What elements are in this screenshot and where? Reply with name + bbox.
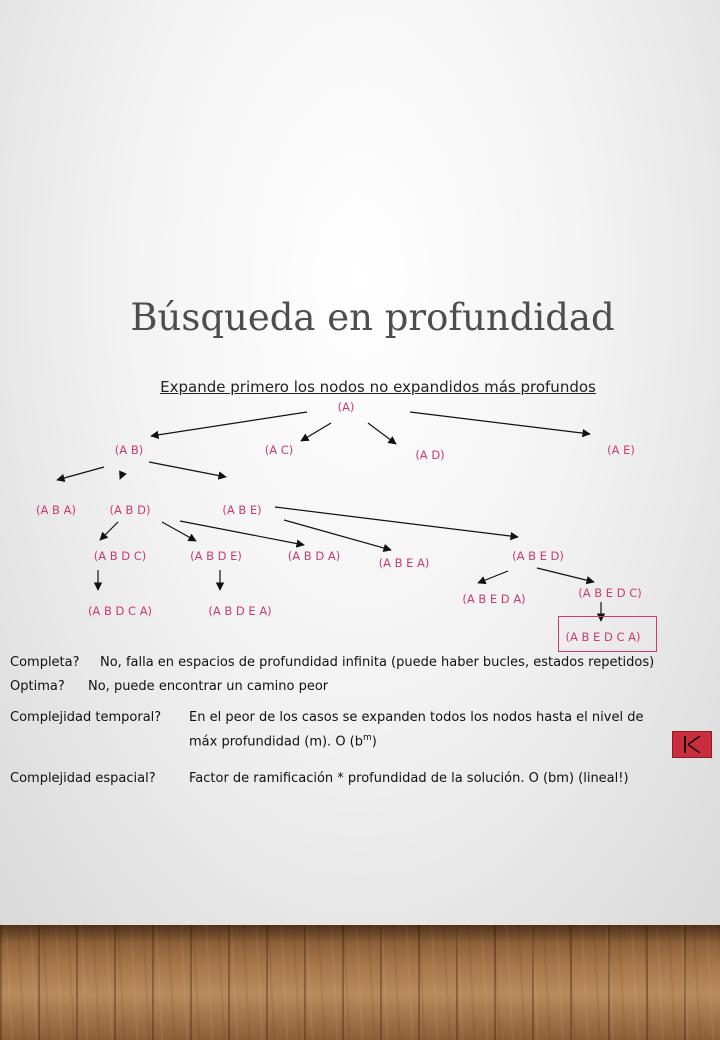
edge-a-ae — [410, 412, 590, 434]
edge-abed-abedc — [537, 568, 594, 582]
space-complexity-label: Complejidad espacial? — [10, 771, 156, 786]
time-complexity-line1: En el peor de los casos se expanden todos los nodos hasta el nivel de — [189, 710, 644, 725]
tree-node: (A B A) — [36, 503, 76, 517]
optimality-label: Optima? — [10, 679, 65, 694]
slide-subtitle: Expande primero los nodos no expandidos más profundos — [160, 378, 596, 396]
tree-node: (A B D A) — [287, 549, 341, 563]
edge-abd-abde — [162, 522, 196, 541]
edge-a-ab — [151, 412, 307, 436]
time-complexity-label: Complejidad temporal? — [10, 710, 162, 725]
tree-node: (A D) — [415, 448, 445, 462]
tree-node: (A B D C A) — [87, 604, 153, 618]
skip-to-first-bar — [684, 736, 686, 753]
edge-abd-abda — [180, 521, 304, 545]
optimality-text: No, puede encontrar un camino peor — [88, 679, 329, 694]
edge-abd-abdc — [100, 522, 118, 540]
tree-node: (A B) — [114, 443, 144, 457]
tree-node: (A B E A) — [378, 556, 430, 570]
edge-abe-abed — [275, 507, 518, 537]
edge-a-ad — [368, 423, 396, 444]
first-slide-button[interactable] — [672, 731, 712, 758]
edge-abed-abeda — [478, 571, 508, 583]
tree-node: (A B E) — [222, 503, 262, 517]
space-complexity-text: Factor de ramificación * profundidad de la solución. O (bm) (lineal!) — [189, 771, 629, 786]
completeness-label: Completa? — [10, 655, 80, 670]
tree-node: (A B E D) — [512, 549, 564, 563]
time-complexity-line2 — [189, 728, 377, 752]
tree-node: (A B D C) — [93, 549, 147, 563]
edge-ab-abe — [149, 462, 226, 477]
slide-title: Búsqueda en profundidad — [130, 296, 615, 339]
edge-a-ac — [301, 423, 331, 441]
tree-node-goal: (A B E D C A) — [565, 630, 641, 644]
skip-to-first-icon — [687, 736, 701, 753]
edge-ab-aba — [57, 467, 104, 480]
tree-node: (A C) — [264, 443, 294, 457]
tree-node: (A) — [337, 400, 355, 414]
tree-node: (A B E D A) — [462, 592, 526, 606]
time-complexity-suffix: ) — [371, 734, 377, 750]
tree-node: (A B E D C) — [578, 586, 642, 600]
tree-node: (A B D E) — [190, 549, 242, 563]
tree-node: (A B D E A) — [208, 604, 272, 618]
tree-node: (A E) — [607, 443, 635, 457]
time-complexity-prefix: máx profundidad (m). O (b — [189, 734, 364, 750]
tree-node: (A B D) — [109, 503, 151, 517]
edge-abe-abea — [284, 520, 391, 550]
edge-ab-abd — [120, 472, 123, 479]
completeness-text: No, falla en espacios de profundidad infinita (puede haber bucles, estados repetidos) — [100, 655, 655, 670]
floor-shadow — [0, 925, 720, 943]
time-complexity-exponent: m — [363, 733, 372, 743]
